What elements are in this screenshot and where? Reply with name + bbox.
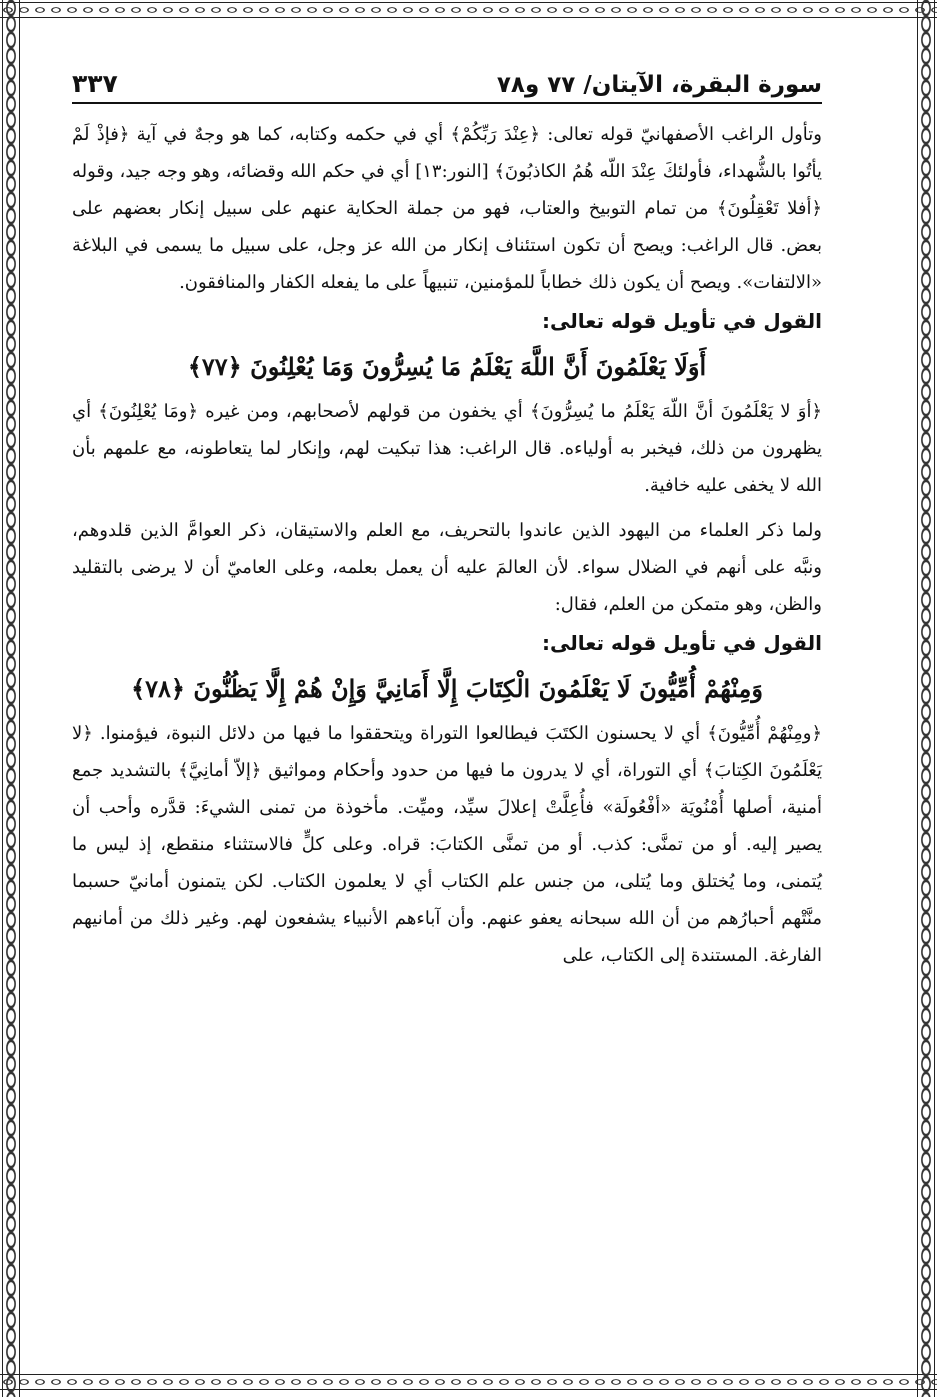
page-number: ٣٣٧ [72,69,118,98]
section-heading-1: القول في تأويل قوله تعالى: [542,309,822,333]
decorative-border-right [915,0,937,1397]
paragraph-commentary-77: ﴿أوَ لا يَعْلَمُونَ أنَّ اللّهَ يَعْلَمُ ما يُسِرُّونَ﴾ أي يخفون من قولهم لأصحابهم، ومن غيره ﴿ومَا يُعْلِنُونَ﴾ أي يظهرون من ذلك، فيخبر به أولياءه. قال الراغب: هذا تبكيت لهم، وإنكار لما يتعاطونه، مع علمهم بأن الله لا يخفى عليه خافية. [72,401,822,496]
header-title: سورة البقرة، الآيتان/ ٧٧ و٧٨ [496,72,822,98]
page-content [72,62,822,974]
decorative-border-top [0,0,937,20]
decorative-border-left [0,0,22,1397]
paragraph-intro: وتأول الراغب الأصفهانيّ قوله تعالى: ﴿عِنْدَ رَبِّكُمْ﴾ أي في حكمه وكتابه، كما هو وجهٌ في آية ﴿فإذْ لَمْ يأتُوا بالشُّهداء، فأولئكَ عِنْدَ اللّه هُمُ الكاذبُونَ﴾ [النور:١٣] أي في حكم الله وقضائه، وهو وجه جيد، وقوله ﴿أفلا تَعْقِلُونَ﴾ من تمام التوبيخ والعتاب، فهو من جملة الحكاية عنهم على سبيل إنكار بعضهم على بعض. قال الراغب: ويصح أن تكون استئناف إنكار من الله عز وجل، على سبيل ما يسمى في البلاغة «الالتفات». ويصح أن يكون ذلك خطاباً للمؤمنين، تنبيهاً على ما يفعله الكفار والمنافقون. [72,124,822,293]
running-header [72,62,822,104]
paragraph-transition: ولما ذكر العلماء من اليهود الذين عاندوا بالتحريف، مع العلم والاستيقان، ذكر العوامَّ الذين قلدوهم، ونبَّه على أنهم في الضلال سواء. لأن العالمَ عليه أن يعمل بعلمه، وعلى العاميّ أن لا يرضى بالتقليد والظن، وهو متمكن من العلم، فقال: [72,520,822,615]
paragraph-commentary-78: ﴿ومِنْهُمْ أُمِّيُّونَ﴾ أي لا يحسنون الكتَبَ فيطالعوا التوراة ويتحققوا ما فيها من دلائل النبوة، فيؤمنوا. ﴿لا يَعْلَمُونَ الكِتابَ﴾ أي التوراة، أي لا يدرون ما فيها من حدود وأحكام ومواثيق ﴿إلاّ أمانِيَّ﴾ بالتشديد جمع أمنية، أصلها أُمْنُويَة «أفْعُولَة» فأُعِلَّتْ إعلالَ سيِّد، وميِّت. مأخوذة من تمنى الشيءَ: قدَّره وأحب أن يصير إليه. أو من تمنَّى: كذب. أو من تمنَّى الكتابَ: قراه. وعلى كلٍّ فالاستثناء منقطع، إذ ليس ما يُتمنى، وما يُختلق وما يُتلى، من جنس علم الكتاب أي لا يعلمون الكتاب. لكن يتمنون أمانيّ حسبما منَّتْهم أحبارُهم من أن الله سبحانه يعفو عنهم. وأن آباءهم الأنبياء يشفعون لهم. وغير ذلك من أمانيهم الفارغة. المستندة إلى الكتاب، على [72,723,822,966]
quran-verse-78: وَمِنْهُمْ أُمِّيُّونَ لَا يَعْلَمُونَ الْكِتَابَ إِلَّا أَمَانِيَّ وَإِنْ هُمْ إِلَّا يَظُنُّونَ ﴿٧٨﴾ [131,674,763,703]
section-heading-2: القول في تأويل قوله تعالى: [542,631,822,655]
decorative-border-bottom [0,1372,937,1392]
quran-verse-77: أَوَلَا يَعْلَمُونَ أَنَّ اللَّهَ يَعْلَمُ مَا يُسِرُّونَ وَمَا يُعْلِنُونَ ﴿٧٧﴾ [187,352,707,381]
